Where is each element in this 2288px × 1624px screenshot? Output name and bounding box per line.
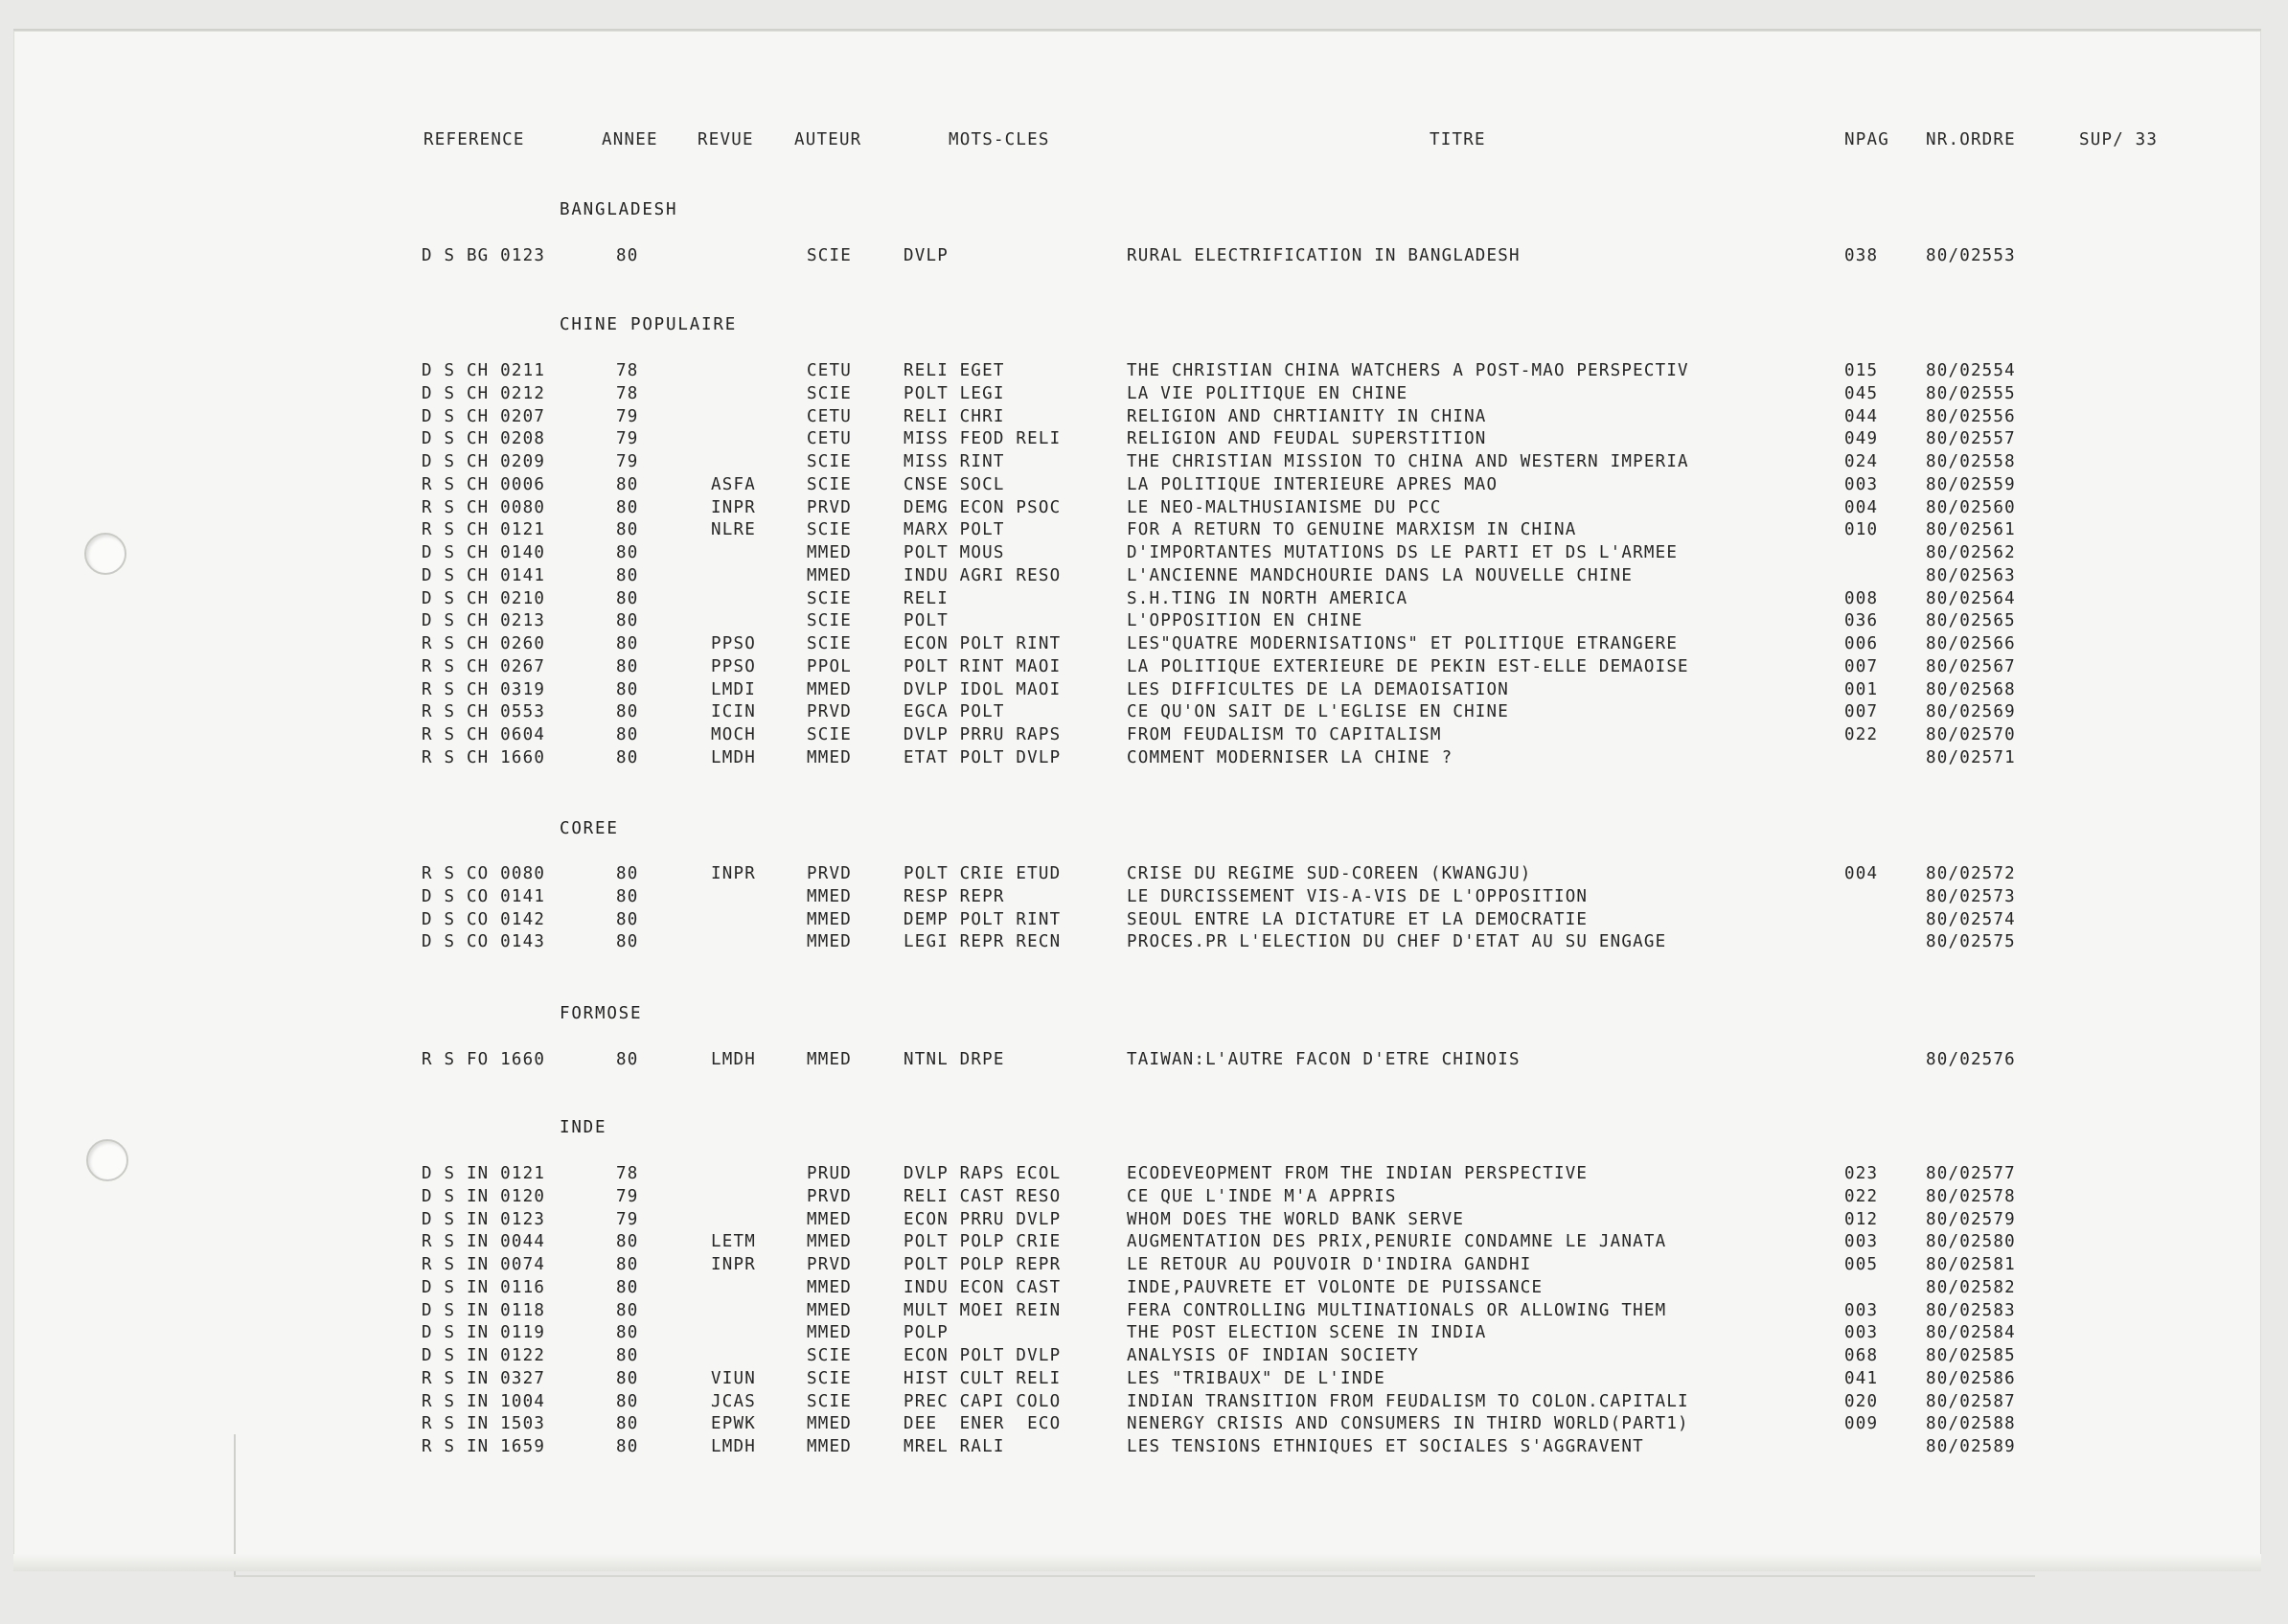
cell-mots-cles: ECON POLT RINT [904, 634, 1062, 653]
cell-npag: 012 [1844, 1209, 1879, 1229]
cell-titre: LES DIFFICULTES DE LA DEMAOISATION [1127, 679, 1510, 699]
cell-annee: 80 [616, 1368, 639, 1388]
cell-annee: 80 [616, 543, 639, 562]
cell-reference: D S CO 0142 [422, 909, 546, 929]
cell-nr-ordre: 80/02577 [1926, 1164, 2016, 1183]
cell-reference: D S CH 0210 [422, 588, 546, 608]
cell-revue: LMDH [711, 1437, 756, 1456]
cell-revue: LMDI [711, 679, 756, 699]
cell-auteur: MMED [807, 747, 852, 767]
cell-titre: LE RETOUR AU POUVOIR D'INDIRA GANDHI [1127, 1255, 1532, 1274]
header-npag: NPAG [1844, 130, 1889, 149]
cell-annee: 80 [616, 1232, 639, 1252]
header-titre: TITRE [1430, 130, 1486, 149]
cell-annee: 80 [616, 520, 639, 540]
cell-titre: WHOM DOES THE WORLD BANK SERVE [1127, 1209, 1465, 1229]
cell-mots-cles: POLT CRIE ETUD [904, 864, 1062, 883]
cell-mots-cles: RESP REPR [904, 886, 1005, 906]
cell-annee: 80 [616, 246, 639, 265]
cell-titre: FOR A RETURN TO GENUINE MARXISM IN CHINA [1127, 520, 1577, 540]
cell-npag: 004 [1844, 864, 1879, 883]
cell-npag: 038 [1844, 246, 1879, 265]
cell-mots-cles: MREL RALI [904, 1437, 1005, 1456]
cell-mots-cles: MISS FEOD RELI [904, 429, 1062, 449]
cell-titre: LES"QUATRE MODERNISATIONS" ET POLITIQUE ETRANGERE [1127, 634, 1679, 653]
cell-nr-ordre: 80/02567 [1926, 656, 2016, 676]
cell-auteur: PRVD [807, 864, 852, 883]
header-annee: ANNEE [602, 130, 658, 149]
cell-nr-ordre: 80/02563 [1926, 565, 2016, 585]
cell-titre: ECODEVEOPMENT FROM THE INDIAN PERSPECTIVE [1127, 1164, 1589, 1183]
cell-mots-cles: MARX POLT [904, 520, 1005, 540]
cell-npag: 003 [1844, 474, 1879, 494]
cell-annee: 80 [616, 747, 639, 767]
cell-nr-ordre: 80/02578 [1926, 1186, 2016, 1206]
cell-annee: 80 [616, 634, 639, 653]
cell-npag: 006 [1844, 634, 1879, 653]
country-heading: INDE [560, 1118, 607, 1137]
cell-auteur: SCIE [807, 1391, 852, 1411]
cell-nr-ordre: 80/02556 [1926, 406, 2016, 426]
cell-titre: THE CHRISTIAN CHINA WATCHERS A POST-MAO PERSPECTIV [1127, 361, 1689, 380]
cell-annee: 79 [616, 1186, 639, 1206]
cell-npag: 023 [1844, 1164, 1879, 1183]
cell-annee: 79 [616, 1209, 639, 1229]
header-auteur: AUTEUR [794, 130, 862, 149]
cell-npag: 008 [1844, 588, 1879, 608]
cell-annee: 80 [616, 909, 639, 929]
cell-auteur: CETU [807, 429, 852, 449]
cell-reference: R S CH 0006 [422, 474, 546, 494]
country-heading: COREE [560, 819, 619, 838]
cell-mots-cles: DVLP RAPS ECOL [904, 1164, 1062, 1183]
cell-titre: LE NEO-MALTHUSIANISME DU PCC [1127, 497, 1442, 517]
cell-nr-ordre: 80/02568 [1926, 679, 2016, 699]
cell-auteur: MMED [807, 543, 852, 562]
cell-reference: D S CO 0141 [422, 886, 546, 906]
cell-titre: INDE,PAUVRETE ET VOLONTE DE PUISSANCE [1127, 1277, 1544, 1297]
cell-npag: 003 [1844, 1300, 1879, 1320]
cell-mots-cles: DVLP PRRU RAPS [904, 725, 1062, 744]
header-sup: SUP/ 33 [2079, 130, 2159, 149]
cell-titre: CE QU'ON SAIT DE L'EGLISE EN CHINE [1127, 702, 1510, 722]
cell-annee: 78 [616, 383, 639, 403]
cell-annee: 80 [616, 611, 639, 631]
cell-nr-ordre: 80/02570 [1926, 725, 2016, 744]
cell-auteur: MMED [807, 886, 852, 906]
cell-revue: EPWK [711, 1414, 756, 1434]
cell-mots-cles: DVLP [904, 246, 949, 265]
cell-reference: R S CH 0121 [422, 520, 546, 540]
cell-auteur: PRVD [807, 702, 852, 722]
cell-nr-ordre: 80/02589 [1926, 1437, 2016, 1456]
cell-mots-cles: POLT POLP CRIE [904, 1232, 1062, 1252]
cell-titre: FROM FEUDALISM TO CAPITALISM [1127, 725, 1442, 744]
cell-nr-ordre: 80/02580 [1926, 1232, 2016, 1252]
cell-nr-ordre: 80/02576 [1926, 1050, 2016, 1069]
cell-nr-ordre: 80/02574 [1926, 909, 2016, 929]
cell-mots-cles: PREC CAPI COLO [904, 1391, 1062, 1411]
cell-npag: 015 [1844, 361, 1879, 380]
cell-reference: D S IN 0119 [422, 1323, 546, 1343]
cell-annee: 80 [616, 1346, 639, 1365]
punch-hole [84, 533, 126, 575]
cell-auteur: MMED [807, 1050, 852, 1069]
cell-auteur: MMED [807, 565, 852, 585]
cell-nr-ordre: 80/02586 [1926, 1368, 2016, 1388]
cell-annee: 80 [616, 864, 639, 883]
cell-titre: INDIAN TRANSITION FROM FEUDALISM TO COLON.CAPITALI [1127, 1391, 1689, 1411]
cell-auteur: MMED [807, 932, 852, 952]
cell-reference: D S CH 0208 [422, 429, 546, 449]
cell-nr-ordre: 80/02564 [1926, 588, 2016, 608]
cell-npag: 007 [1844, 656, 1879, 676]
cell-mots-cles: DEMG ECON PSOC [904, 497, 1062, 517]
cell-reference: R S IN 1659 [422, 1437, 546, 1456]
cell-annee: 80 [616, 679, 639, 699]
cell-npag: 004 [1844, 497, 1879, 517]
cell-revue: LETM [711, 1232, 756, 1252]
cell-annee: 80 [616, 932, 639, 952]
cell-nr-ordre: 80/02575 [1926, 932, 2016, 952]
cell-mots-cles: EGCA POLT [904, 702, 1005, 722]
cell-titre: RELIGION AND FEUDAL SUPERSTITION [1127, 429, 1487, 449]
cell-npag: 049 [1844, 429, 1879, 449]
cell-mots-cles: HIST CULT RELI [904, 1368, 1062, 1388]
cell-mots-cles: CNSE SOCL [904, 474, 1005, 494]
header-reference: REFERENCE [423, 130, 525, 149]
country-heading: FORMOSE [560, 1004, 643, 1023]
cell-auteur: MMED [807, 1209, 852, 1229]
cell-titre: THE CHRISTIAN MISSION TO CHINA AND WESTERN IMPERIA [1127, 452, 1689, 471]
cell-mots-cles: RELI [904, 588, 949, 608]
cell-npag: 009 [1844, 1414, 1879, 1434]
cell-annee: 80 [616, 886, 639, 906]
cell-mots-cles: DVLP IDOL MAOI [904, 679, 1062, 699]
cell-nr-ordre: 80/02585 [1926, 1346, 2016, 1365]
cell-titre: ANALYSIS OF INDIAN SOCIETY [1127, 1346, 1420, 1365]
cell-reference: D S IN 0118 [422, 1300, 546, 1320]
cell-mots-cles: MISS RINT [904, 452, 1005, 471]
header-nr-ordre: NR.ORDRE [1926, 130, 2016, 149]
cell-mots-cles: POLT POLP REPR [904, 1255, 1062, 1274]
cell-nr-ordre: 80/02555 [1926, 383, 2016, 403]
cell-npag: 022 [1844, 725, 1879, 744]
cell-reference: R S CH 0604 [422, 725, 546, 744]
cell-revue: JCAS [711, 1391, 756, 1411]
cell-revue: VIUN [711, 1368, 756, 1388]
cell-annee: 80 [616, 1437, 639, 1456]
cell-nr-ordre: 80/02553 [1926, 246, 2016, 265]
cell-titre: TAIWAN:L'AUTRE FACON D'ETRE CHINOIS [1127, 1050, 1521, 1069]
cell-auteur: SCIE [807, 520, 852, 540]
bottom-rule [234, 1575, 2035, 1577]
cell-annee: 80 [616, 588, 639, 608]
cell-revue: PPSO [711, 634, 756, 653]
cell-reference: R S CH 0553 [422, 702, 546, 722]
cell-nr-ordre: 80/02583 [1926, 1300, 2016, 1320]
cell-annee: 80 [616, 702, 639, 722]
cell-npag: 041 [1844, 1368, 1879, 1388]
cell-auteur: MMED [807, 679, 852, 699]
cell-auteur: MMED [807, 1277, 852, 1297]
header-mots-cles: MOTS-CLES [949, 130, 1050, 149]
cell-auteur: SCIE [807, 246, 852, 265]
cell-mots-cles: RELI CHRI [904, 406, 1005, 426]
cell-annee: 79 [616, 406, 639, 426]
cell-reference: D S CH 0207 [422, 406, 546, 426]
cell-auteur: MMED [807, 1414, 852, 1434]
cell-titre: THE POST ELECTION SCENE IN INDIA [1127, 1323, 1487, 1343]
country-heading: CHINE POPULAIRE [560, 315, 738, 334]
cell-annee: 80 [616, 656, 639, 676]
cell-reference: D S CH 0209 [422, 452, 546, 471]
cell-mots-cles: ETAT POLT DVLP [904, 747, 1062, 767]
cell-mots-cles: ECON PRRU DVLP [904, 1209, 1062, 1229]
cell-reference: R S IN 1503 [422, 1414, 546, 1434]
cell-revue: ASFA [711, 474, 756, 494]
cell-reference: D S CH 0211 [422, 361, 546, 380]
cell-reference: R S IN 0074 [422, 1255, 546, 1274]
cell-titre: AUGMENTATION DES PRIX,PENURIE CONDAMNE LE JANATA [1127, 1232, 1667, 1252]
cell-titre: LA POLITIQUE INTERIEURE APRES MAO [1127, 474, 1499, 494]
cell-auteur: PPOL [807, 656, 852, 676]
cell-revue: NLRE [711, 520, 756, 540]
cell-auteur: PRVD [807, 1255, 852, 1274]
cell-annee: 78 [616, 1164, 639, 1183]
cell-revue: INPR [711, 1255, 756, 1274]
cell-revue: LMDH [711, 1050, 756, 1069]
cell-auteur: SCIE [807, 588, 852, 608]
cell-titre: LE DURCISSEMENT VIS-A-VIS DE L'OPPOSITION [1127, 886, 1589, 906]
cell-auteur: SCIE [807, 611, 852, 631]
cell-reference: R S CO 0080 [422, 864, 546, 883]
cell-revue: ICIN [711, 702, 756, 722]
cell-mots-cles: DEMP POLT RINT [904, 909, 1062, 929]
cell-revue: INPR [711, 864, 756, 883]
cell-npag: 003 [1844, 1323, 1879, 1343]
cell-revue: LMDH [711, 747, 756, 767]
cell-auteur: MMED [807, 1437, 852, 1456]
cell-auteur: SCIE [807, 634, 852, 653]
cell-nr-ordre: 80/02559 [1926, 474, 2016, 494]
cell-auteur: MMED [807, 1232, 852, 1252]
cell-auteur: PRUD [807, 1164, 852, 1183]
cell-nr-ordre: 80/02587 [1926, 1391, 2016, 1411]
cell-reference: D S CO 0143 [422, 932, 546, 952]
margin-line [234, 1434, 236, 1576]
cell-reference: R S CH 0260 [422, 634, 546, 653]
cell-reference: D S CH 0140 [422, 543, 546, 562]
cell-nr-ordre: 80/02584 [1926, 1323, 2016, 1343]
column-header-row [0, 127, 2159, 152]
cell-npag: 005 [1844, 1255, 1879, 1274]
cell-nr-ordre: 80/02582 [1926, 1277, 2016, 1297]
cell-auteur: SCIE [807, 452, 852, 471]
cell-auteur: MMED [807, 909, 852, 929]
cell-annee: 80 [616, 1300, 639, 1320]
cell-auteur: CETU [807, 406, 852, 426]
cell-revue: INPR [711, 497, 756, 517]
cell-mots-cles: POLT [904, 611, 949, 631]
cell-annee: 80 [616, 1391, 639, 1411]
cell-mots-cles: RELI CAST RESO [904, 1186, 1062, 1206]
cell-npag: 001 [1844, 679, 1879, 699]
cell-npag: 068 [1844, 1346, 1879, 1365]
cell-annee: 78 [616, 361, 639, 380]
cell-mots-cles: DEE ENER ECO [904, 1414, 1062, 1434]
cell-mots-cles: POLT MOUS [904, 543, 1005, 562]
cell-auteur: PRVD [807, 1186, 852, 1206]
cell-mots-cles: ECON POLT DVLP [904, 1346, 1062, 1365]
cell-reference: R S IN 1004 [422, 1391, 546, 1411]
punch-hole [86, 1139, 128, 1181]
cell-reference: D S CH 0213 [422, 611, 546, 631]
cell-nr-ordre: 80/02573 [1926, 886, 2016, 906]
cell-nr-ordre: 80/02560 [1926, 497, 2016, 517]
cell-npag: 003 [1844, 1232, 1879, 1252]
cell-reference: R S IN 0327 [422, 1368, 546, 1388]
cell-auteur: SCIE [807, 1368, 852, 1388]
cell-reference: R S CH 0267 [422, 656, 546, 676]
cell-annee: 80 [616, 1255, 639, 1274]
cell-npag: 045 [1844, 383, 1879, 403]
cell-nr-ordre: 80/02565 [1926, 611, 2016, 631]
cell-auteur: SCIE [807, 474, 852, 494]
country-heading: BANGLADESH [560, 200, 678, 219]
cell-reference: D S BG 0123 [422, 246, 546, 265]
cell-annee: 80 [616, 474, 639, 494]
cell-auteur: PRVD [807, 497, 852, 517]
cell-npag: 007 [1844, 702, 1879, 722]
cell-mots-cles: MULT MOEI REIN [904, 1300, 1062, 1320]
cell-nr-ordre: 80/02579 [1926, 1209, 2016, 1229]
cell-titre: SEOUL ENTRE LA DICTATURE ET LA DEMOCRATIE [1127, 909, 1589, 929]
cell-titre: NENERGY CRISIS AND CONSUMERS IN THIRD WORLD(PART1) [1127, 1414, 1689, 1434]
cell-annee: 80 [616, 1323, 639, 1343]
cell-npag: 036 [1844, 611, 1879, 631]
cell-npag: 024 [1844, 452, 1879, 471]
cell-nr-ordre: 80/02561 [1926, 520, 2016, 540]
cell-nr-ordre: 80/02554 [1926, 361, 2016, 380]
cell-annee: 79 [616, 429, 639, 449]
cell-titre: FERA CONTROLLING MULTINATIONALS OR ALLOWING THEM [1127, 1300, 1667, 1320]
cell-reference: R S FO 1660 [422, 1050, 546, 1069]
cell-auteur: SCIE [807, 725, 852, 744]
cell-titre: D'IMPORTANTES MUTATIONS DS LE PARTI ET DS L'ARMEE [1127, 543, 1679, 562]
cell-titre: COMMENT MODERNISER LA CHINE ? [1127, 747, 1453, 767]
cell-nr-ordre: 80/02588 [1926, 1414, 2016, 1434]
cell-titre: S.H.TING IN NORTH AMERICA [1127, 588, 1408, 608]
cell-npag: 044 [1844, 406, 1879, 426]
cell-titre: LA POLITIQUE EXTERIEURE DE PEKIN EST-ELLE DEMAOISE [1127, 656, 1689, 676]
cell-auteur: SCIE [807, 383, 852, 403]
cell-auteur: CETU [807, 361, 852, 380]
cell-reference: D S CH 0212 [422, 383, 546, 403]
cell-mots-cles: LEGI REPR RECN [904, 932, 1062, 952]
cell-nr-ordre: 80/02562 [1926, 543, 2016, 562]
cell-reference: R S CH 0319 [422, 679, 546, 699]
cell-reference: D S IN 0122 [422, 1346, 546, 1365]
cell-mots-cles: INDU AGRI RESO [904, 565, 1062, 585]
cell-mots-cles: POLP [904, 1323, 949, 1343]
cell-revue: PPSO [711, 656, 756, 676]
cell-titre: LA VIE POLITIQUE EN CHINE [1127, 383, 1408, 403]
cell-titre: CE QUE L'INDE M'A APPRIS [1127, 1186, 1397, 1206]
cell-npag: 020 [1844, 1391, 1879, 1411]
cell-annee: 80 [616, 725, 639, 744]
header-revue: REVUE [698, 130, 754, 149]
cell-reference: D S IN 0116 [422, 1277, 546, 1297]
cell-mots-cles: POLT RINT MAOI [904, 656, 1062, 676]
cell-annee: 79 [616, 452, 639, 471]
cell-nr-ordre: 80/02572 [1926, 864, 2016, 883]
cell-annee: 80 [616, 1414, 639, 1434]
cell-npag: 022 [1844, 1186, 1879, 1206]
cell-titre: LES TENSIONS ETHNIQUES ET SOCIALES S'AGGRAVENT [1127, 1437, 1644, 1456]
cell-annee: 80 [616, 497, 639, 517]
cell-annee: 80 [616, 1277, 639, 1297]
cell-titre: LES "TRIBAUX" DE L'INDE [1127, 1368, 1385, 1388]
cell-reference: R S CH 0080 [422, 497, 546, 517]
cell-titre: L'OPPOSITION EN CHINE [1127, 611, 1363, 631]
cell-auteur: MMED [807, 1300, 852, 1320]
cell-reference: D S IN 0120 [422, 1186, 546, 1206]
cell-nr-ordre: 80/02569 [1926, 702, 2016, 722]
cell-annee: 80 [616, 565, 639, 585]
cell-reference: R S IN 0044 [422, 1232, 546, 1252]
cell-nr-ordre: 80/02581 [1926, 1255, 2016, 1274]
cell-titre: PROCES.PR L'ELECTION DU CHEF D'ETAT AU SU ENGAGE [1127, 932, 1667, 952]
cell-mots-cles: INDU ECON CAST [904, 1277, 1062, 1297]
cell-revue: MOCH [711, 725, 756, 744]
cell-reference: D S IN 0123 [422, 1209, 546, 1229]
cell-reference: D S IN 0121 [422, 1164, 546, 1183]
cell-titre: RURAL ELECTRIFICATION IN BANGLADESH [1127, 246, 1521, 265]
cell-mots-cles: RELI EGET [904, 361, 1005, 380]
cell-titre: CRISE DU REGIME SUD-COREEN (KWANGJU) [1127, 864, 1532, 883]
cell-auteur: MMED [807, 1323, 852, 1343]
cell-nr-ordre: 80/02566 [1926, 634, 2016, 653]
cell-mots-cles: NTNL DRPE [904, 1050, 1005, 1069]
cell-titre: RELIGION AND CHRTIANITY IN CHINA [1127, 406, 1487, 426]
cell-nr-ordre: 80/02558 [1926, 452, 2016, 471]
cell-reference: R S CH 1660 [422, 747, 546, 767]
cell-nr-ordre: 80/02571 [1926, 747, 2016, 767]
cell-npag: 010 [1844, 520, 1879, 540]
cell-reference: D S CH 0141 [422, 565, 546, 585]
cell-nr-ordre: 80/02557 [1926, 429, 2016, 449]
cell-titre: L'ANCIENNE MANDCHOURIE DANS LA NOUVELLE CHINE [1127, 565, 1634, 585]
cell-annee: 80 [616, 1050, 639, 1069]
cell-mots-cles: POLT LEGI [904, 383, 1005, 403]
cell-auteur: SCIE [807, 1346, 852, 1365]
